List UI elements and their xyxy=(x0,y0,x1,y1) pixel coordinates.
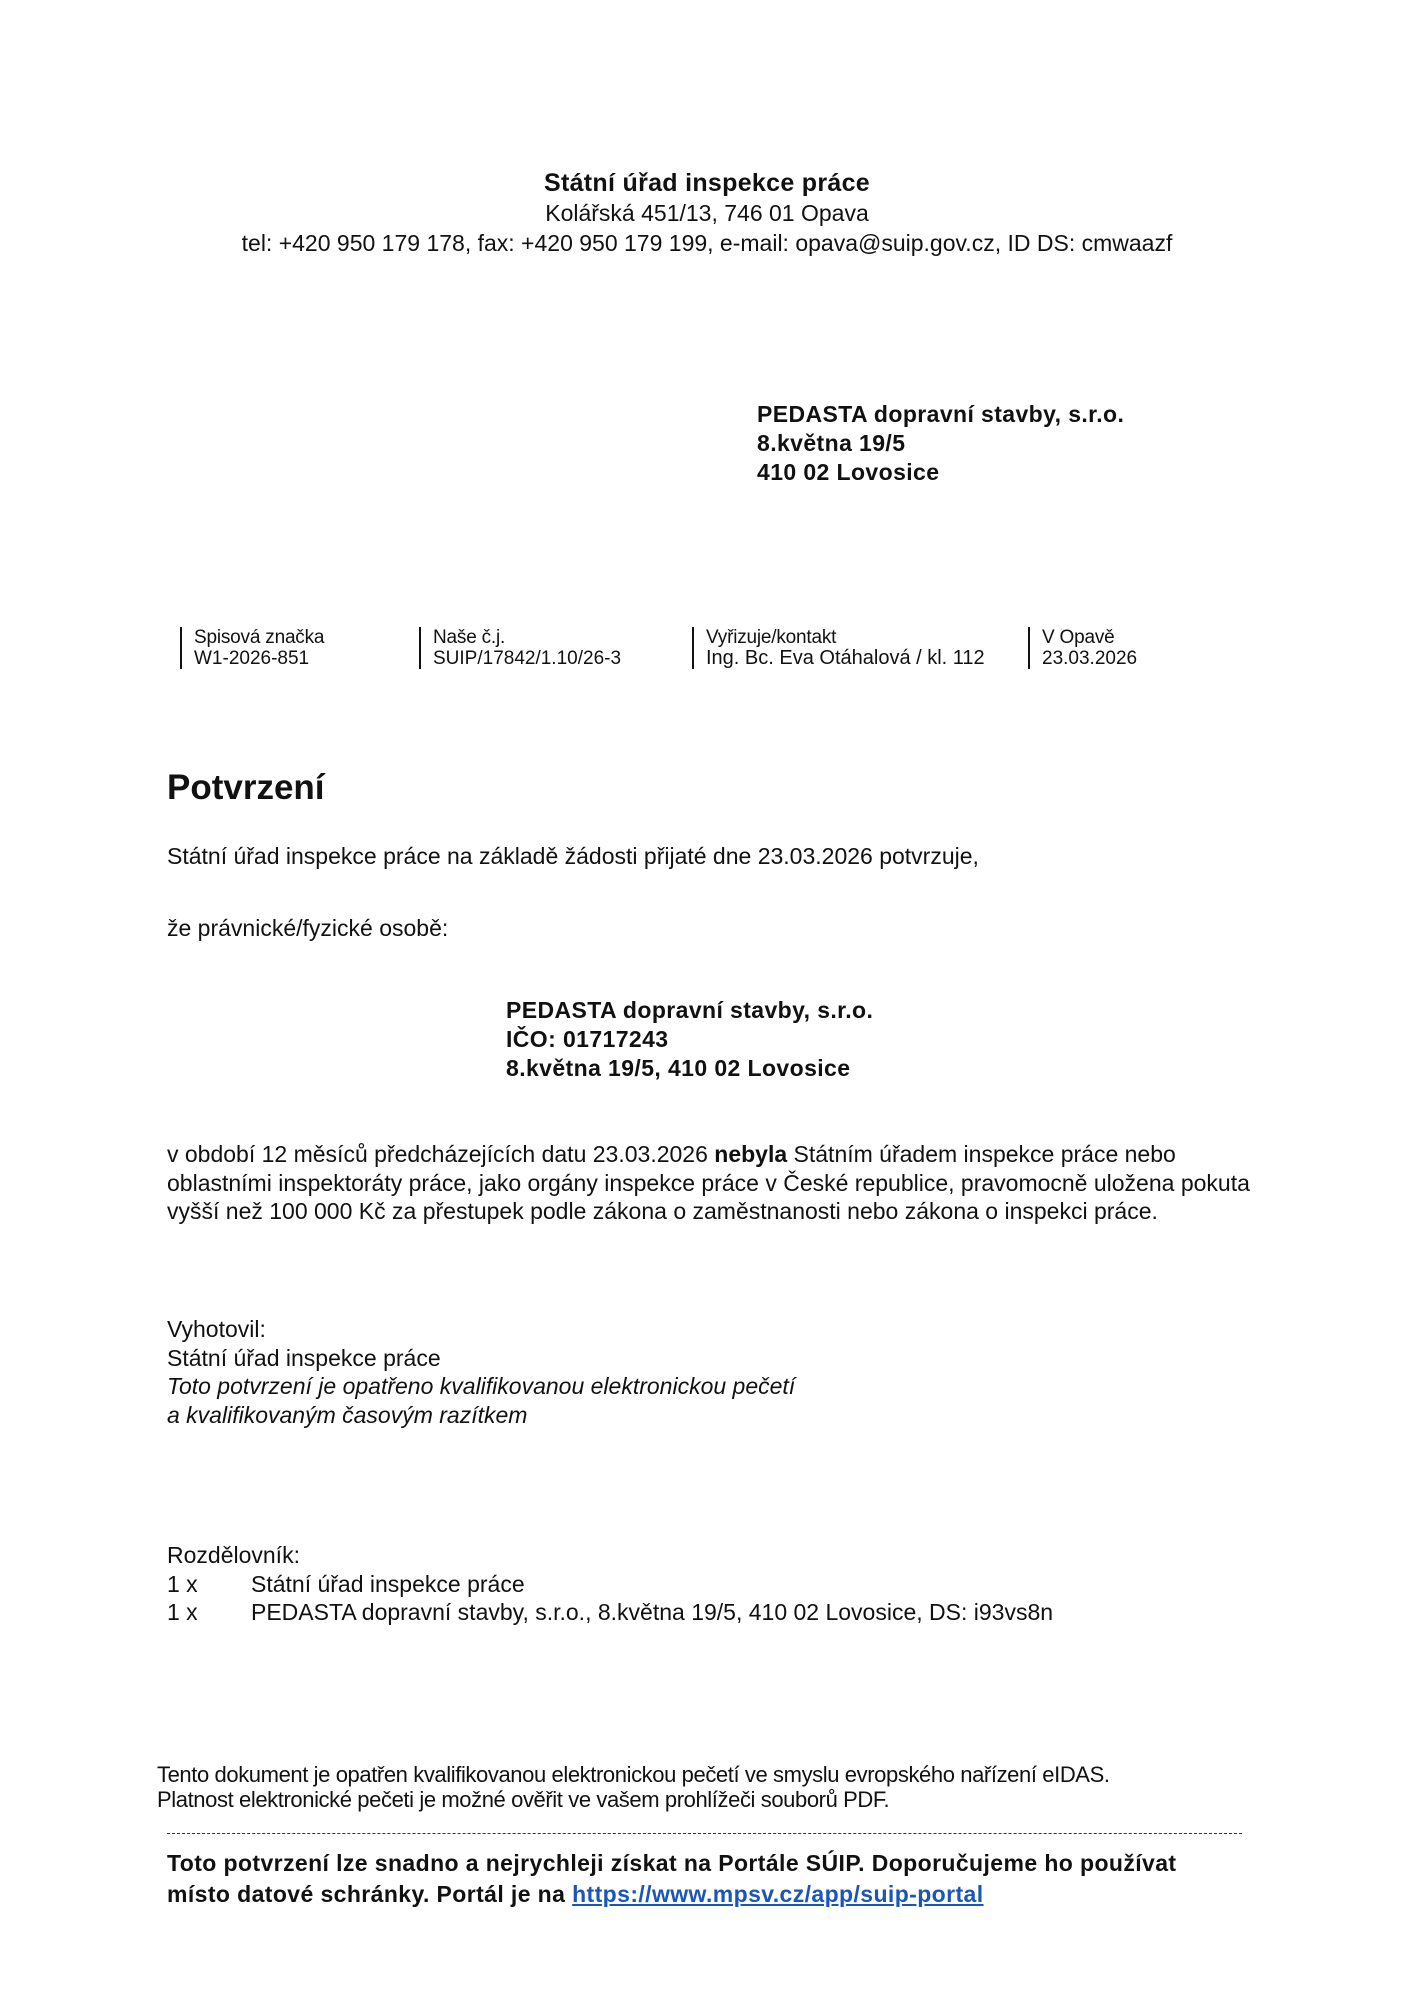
ref-handler-value: Ing. Bc. Eva Otáhalová / kl. 112 xyxy=(706,647,985,669)
signature-issuer: Státní úřad inspekce práce xyxy=(167,1344,441,1371)
authority-contact: tel: +420 950 179 178, fax: +420 950 179 199, e-mail: opava@suip.gov.cz, ID DS: cmwaazf xyxy=(241,230,1173,256)
addressee-block xyxy=(757,400,1124,487)
subject-block xyxy=(506,996,873,1083)
confirmation-body xyxy=(167,1140,1257,1226)
addressee-street: 8.května 19/5 xyxy=(757,430,906,456)
seal-note-line1: Toto potvrzení je opatřeno kvalifikovanou elektronickou pečetí xyxy=(167,1373,796,1399)
promo-line-2 xyxy=(167,1879,1177,1910)
body-text-after: Státním úřadem inspekce práce nebo oblastními inspektoráty práce, jako orgány inspekce práce v České republice, pravomocně uložena pokuta vyšší než 100 000 Kč za přestupek podle zákona o zaměstnanosti nebo zákona o inspekci práce. xyxy=(167,1141,1250,1224)
authority-address: Kolářská 451/13, 746 01 Opava xyxy=(545,200,869,226)
distribution-count: 1 x xyxy=(167,1599,198,1625)
ref-date-value: 23.03.2026 xyxy=(1042,648,1138,669)
subject-name: PEDASTA dopravní stavby, s.r.o. xyxy=(506,997,874,1023)
ref-file-value: W1-2026-851 xyxy=(194,648,310,669)
dashed-divider xyxy=(167,1833,1242,1834)
eidas-line-2: Platnost elektronické pečeti je možné ověřit ve vašem prohlížeči souborů PDF. xyxy=(157,1787,890,1812)
subject-ico: IČO: 01717243 xyxy=(506,1026,669,1052)
list-item xyxy=(167,1570,1053,1599)
portal-promo xyxy=(167,1848,1177,1910)
ref-our-ref xyxy=(419,627,621,669)
ref-our-label: Naše č.j. xyxy=(433,627,506,648)
ref-file-number xyxy=(180,627,324,669)
distribution-list xyxy=(167,1541,1053,1627)
signature-block xyxy=(167,1315,795,1429)
ref-handler-label: Vyřizuje/kontakt xyxy=(706,627,837,648)
ref-place-date xyxy=(1028,627,1137,669)
body-text-emphasis: nebyla xyxy=(714,1141,788,1167)
ref-place-label: V Opavě xyxy=(1042,627,1115,648)
document-title: Potvrzení xyxy=(167,768,325,807)
addressee-city: 410 02 Lovosice xyxy=(757,459,940,485)
promo-line-2-text: místo datové schránky. Portál je na xyxy=(167,1881,573,1907)
distribution-label: Rozdělovník: xyxy=(167,1542,300,1568)
authority-name: Státní úřad inspekce práce xyxy=(544,169,870,197)
subject-line: že právnické/fyzické osobě: xyxy=(167,915,449,941)
body-text-before: v období 12 měsíců předcházejících datu 23.03.2026 xyxy=(167,1141,715,1167)
signature-label: Vyhotovil: xyxy=(167,1316,266,1342)
ref-our-value: SUIP/17842/1.10/26-3 xyxy=(433,648,622,669)
portal-link[interactable]: https://www.mpsv.cz/app/suip-portal xyxy=(572,1881,984,1907)
eidas-note xyxy=(157,1762,1110,1812)
distribution-count: 1 x xyxy=(167,1570,198,1597)
subject-address: 8.května 19/5, 410 02 Lovosice xyxy=(506,1055,851,1081)
seal-note-line2: a kvalifikovaným časovým razítkem xyxy=(167,1401,528,1428)
intro-text: Státní úřad inspekce práce na základě žádosti přijaté dne 23.03.2026 potvrzuje, xyxy=(167,843,979,869)
eidas-line-1: Tento dokument je opatřen kvalifikovanou elektronickou pečetí ve smyslu evropského nařízení eIDAS. xyxy=(157,1762,1110,1787)
ref-handler xyxy=(692,627,985,669)
distribution-recipient: PEDASTA dopravní stavby, s.r.o., 8.května 19/5, 410 02 Lovosice, DS: i93vs8n xyxy=(251,1599,1054,1625)
list-item xyxy=(167,1598,1053,1627)
distribution-recipient: Státní úřad inspekce práce xyxy=(251,1570,525,1597)
addressee-name: PEDASTA dopravní stavby, s.r.o. xyxy=(757,401,1125,427)
promo-line-1: Toto potvrzení lze snadno a nejrychleji získat na Portále SÚIP. Doporučujeme ho používat xyxy=(167,1850,1177,1876)
ref-file-label: Spisová značka xyxy=(194,627,325,648)
